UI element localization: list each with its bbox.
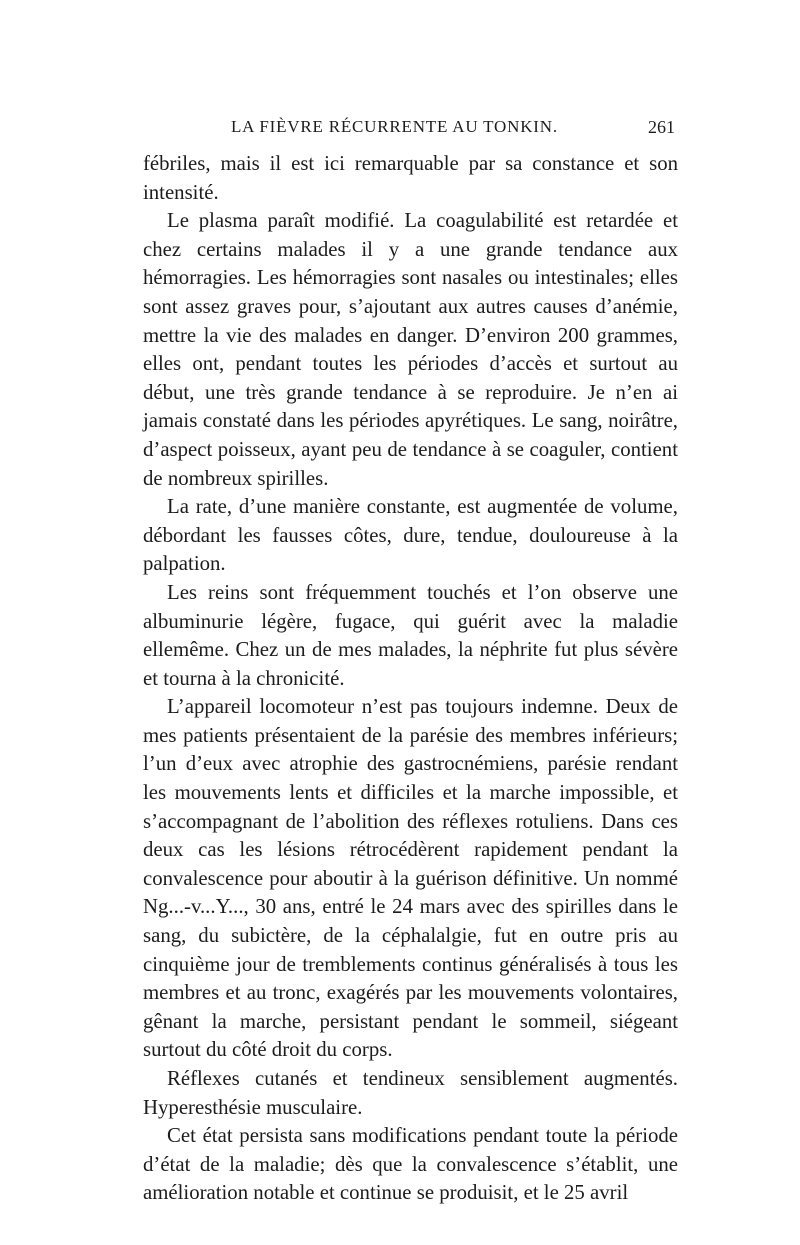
paragraph-rate: La rate, d’une manière constante, est augmentée de volume, débordant les fausses côtes, dure, tendue, douloureuse à la palpation. (143, 495, 678, 576)
paragraph-reins: Les reins sont fréquemment touchés et l’on observe une albuminurie légère, fugace, qui guérit avec la maladie ellemême. Chez un de mes malades, la néphrite fut plus sévère et tourna à la chronicité. (143, 580, 678, 690)
running-head (143, 117, 683, 145)
page-number: 261 (648, 117, 675, 137)
running-title: LA FIÈVRE RÉCURRENTE AU TONKIN. (231, 117, 558, 136)
body-text (143, 150, 678, 1208)
paragraph-continuation: fébriles, mais il est ici remarquable par sa constance et son intensité. (143, 152, 678, 204)
paragraph-appareil-locomoteur: L’appareil locomoteur n’est pas toujours indemne. Deux de mes patients présentaient de la parésie des membres inférieurs; l’un d’eux avec atrophie des gastrocnémiens, parésie rendant les mouvements lents et difficiles et la marche impossible, et s’accompagnant de l’abolition des réflexes rotuliens. Dans ces deux cas les lésions rétrocédèrent rapidement pendant la convalescence pour aboutir à la guérison définitive. Un nommé Ng...-v...Y..., 30 ans, entré le 24 mars avec des spirilles dans le sang, du subictère, de la céphalalgie, fut en outre pris au cinquième jour de tremblements continus généralisés à tous les membres et au tronc, exagérés par les mouvements volontaires, gênant la marche, persistant pendant le sommeil, siégeant surtout du côté droit du corps. (143, 695, 678, 1062)
paragraph-reflexes: Réflexes cutanés et tendineux sensiblement augmentés. Hyperesthésie musculaire. (143, 1067, 678, 1119)
paragraph-etat: Cet état persista sans modifications pendant toute la période d’état de la maladie; dès que la convalescence s’établit, une amélioration notable et continue se produisit, et le 25 avril (143, 1124, 678, 1205)
paragraph-plasma: Le plasma paraît modifié. La coagulabilité est retardée et chez certains malades il y a une grande tendance aux hémorragies. Les hémorragies sont nasales ou intestinales; elles sont assez graves pour, s’ajoutant aux autres causes d’anémie, mettre la vie des malades en danger. D’environ 200 grammes, elles ont, pendant toutes les périodes d’accès et surtout au début, une très grande tendance à se reproduire. Je n’en ai jamais constaté dans les périodes apyrétiques. Le sang, noirâtre, d’aspect poisseux, ayant peu de tendance à se coaguler, contient de nombreux spirilles. (143, 209, 678, 490)
